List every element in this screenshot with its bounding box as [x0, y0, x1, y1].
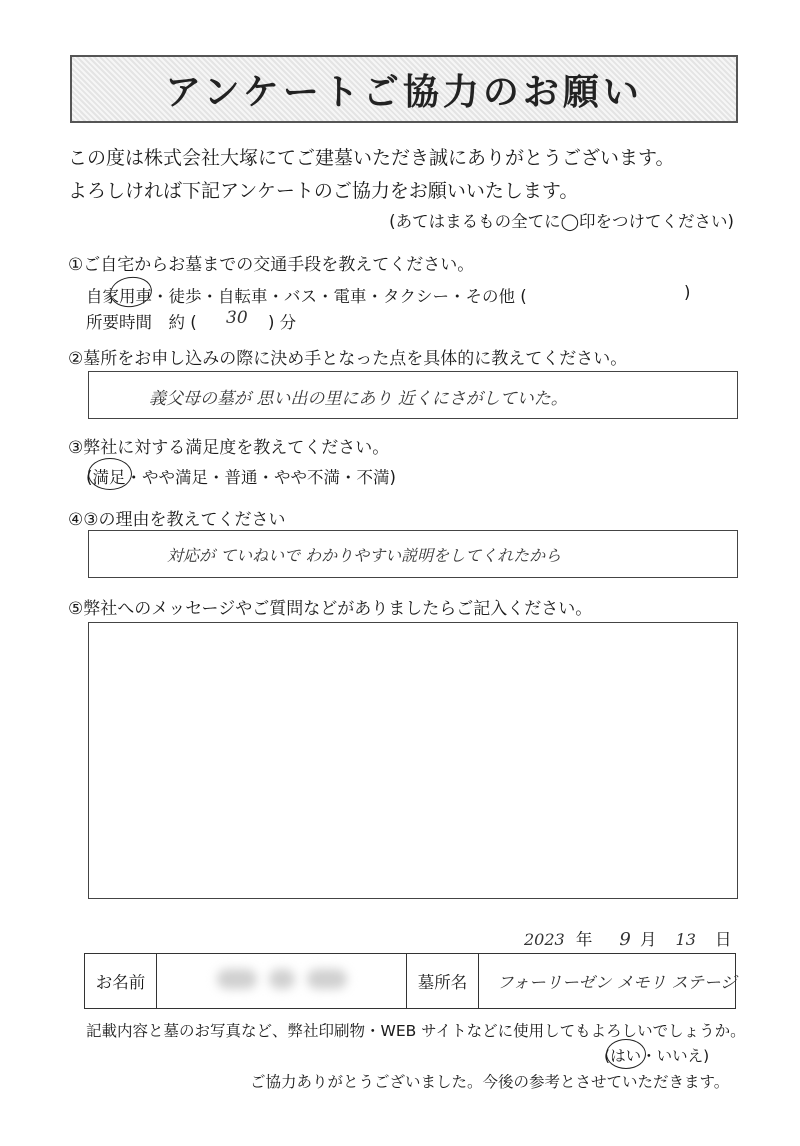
- q3-label: ③弊社に対する満足度を教えてください。: [68, 438, 390, 458]
- q1-time-label: 所要時間 約 (: [86, 313, 197, 332]
- thanks-message: ご協力ありがとうございました。今後の参考とさせていただきます。: [250, 1073, 730, 1091]
- consent-selection-circle: [606, 1039, 646, 1069]
- q4-label: ④③の理由を教えてください: [68, 510, 286, 530]
- consent-yes-wrap: [610, 1044, 641, 1066]
- date-day-label: 日: [715, 930, 732, 949]
- q1-time-unit: ) 分: [268, 313, 297, 332]
- cemetery-value: フォーリーゼン メモリ ステージ: [479, 954, 736, 1009]
- redacted-name-part: [307, 969, 347, 989]
- q1-options: 自家用車・徒歩・自転車・バス・電車・タクシー・その他 (: [86, 287, 527, 306]
- q1-time-value: 30: [226, 308, 248, 328]
- q3-selected-wrap: [92, 464, 125, 488]
- q2-label: ②墓所をお申し込みの際に決め手となった点を具体的に教えてください。: [68, 349, 628, 369]
- instruction-note: (あてはまるもの全てに◯印をつけてください): [389, 212, 734, 231]
- date-year-value: 2023: [524, 930, 565, 949]
- consent-options: [604, 1044, 709, 1066]
- title-banner: [70, 55, 738, 123]
- date-row: [524, 926, 732, 950]
- consent-open: (: [604, 1047, 611, 1065]
- consent-yes: はい: [610, 1047, 642, 1065]
- consent-rest: ・いいえ): [641, 1047, 710, 1065]
- q1-label: ①ご自宅からお墓までの交通手段を教えてください。: [68, 255, 475, 275]
- intro-line-1: この度は株式会社大塚にてご建墓いただき誠にありがとうございます。: [68, 147, 675, 169]
- q2-answer-box: [88, 371, 738, 419]
- consent-question: 記載内容と墓のお写真など、弊社印刷物・WEB サイトなどに使用してもよろしいでしょうか。: [86, 1022, 746, 1040]
- name-field: [157, 954, 407, 1009]
- q5-answer-box: [88, 622, 738, 899]
- name-table: [84, 953, 736, 1009]
- q5-label: ⑤弊社へのメッセージやご質問などがありましたらご記入ください。: [68, 599, 593, 619]
- name-label: お名前: [85, 954, 157, 1009]
- q3-selected: 満足: [92, 468, 126, 487]
- q3-open: (: [86, 468, 93, 487]
- q3-options: [86, 464, 396, 488]
- redacted-name-part: [217, 969, 257, 989]
- date-month-label: 月: [639, 930, 657, 949]
- date-year-label: 年: [575, 930, 593, 949]
- q2-answer: 義父母の墓が 思い出の里にあり 近くにさがしていた。: [149, 389, 568, 409]
- page-title: アンケートご協力のお願い: [165, 71, 643, 113]
- date-day-value: 13: [675, 930, 696, 949]
- cemetery-label: 墓所名: [407, 954, 479, 1009]
- redacted-name-part: [269, 969, 295, 989]
- q1-options-close: ): [684, 283, 691, 302]
- intro-line-2: よろしければ下記アンケートのご協力をお願いいたします。: [68, 180, 579, 202]
- q3-rest: ・やや満足・普通・やや不満・不満): [125, 468, 396, 487]
- q4-answer: 対応が ていねいで わかりやすい説明をしてくれたから: [167, 546, 562, 565]
- date-month-value: 9: [619, 929, 631, 950]
- q4-answer-box: [88, 530, 738, 578]
